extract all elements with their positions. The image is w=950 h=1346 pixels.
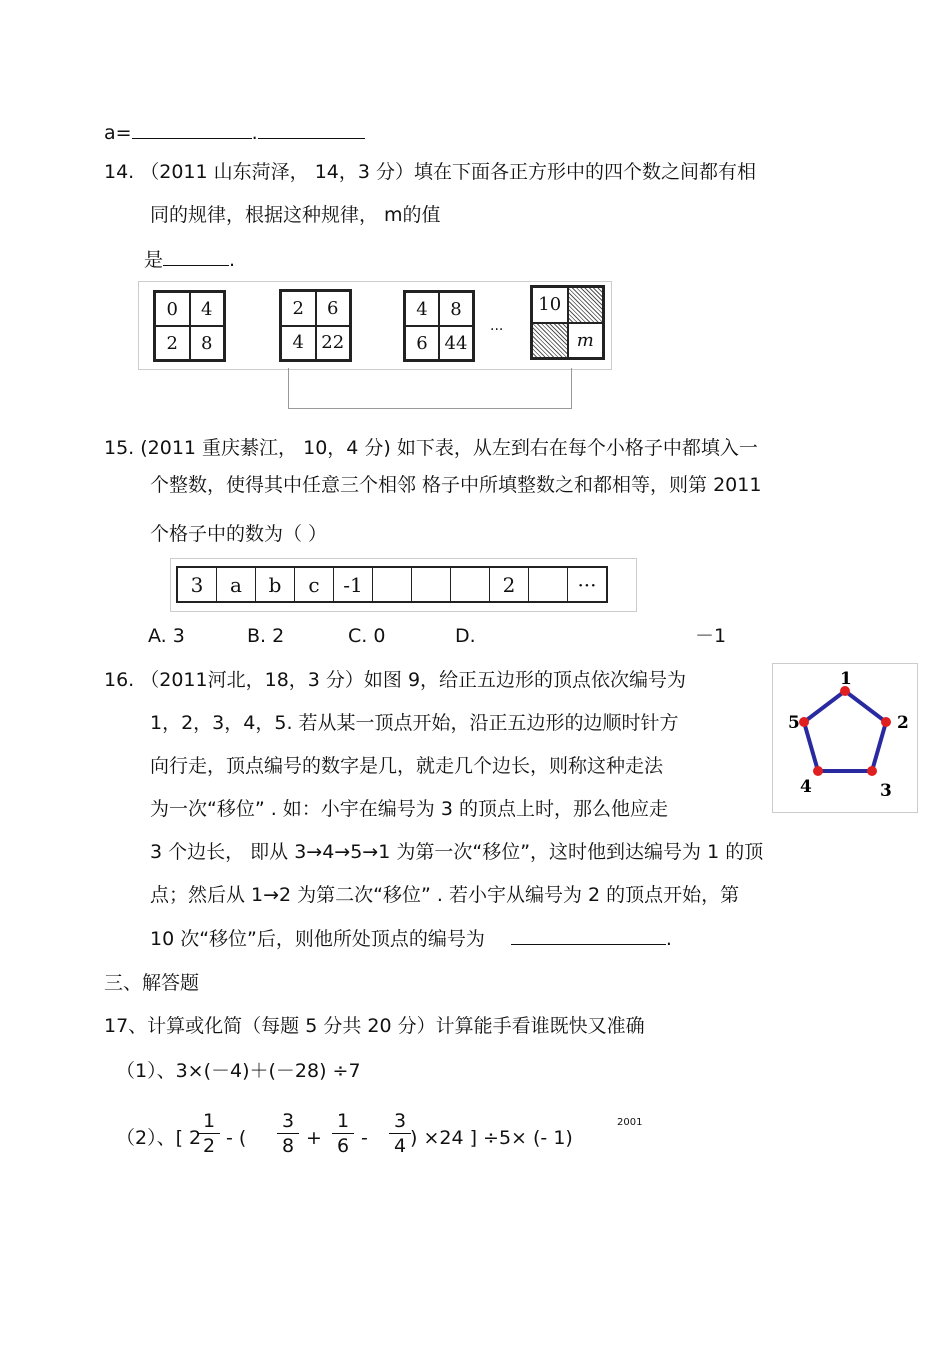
vertex-1-label: 1 [840,669,852,689]
q15-option-a: A. 3 [148,625,185,647]
section-title: 三、解答题 [104,972,200,994]
vertex-5-dot [799,717,809,727]
square-m-tr-hatched [568,287,604,323]
q15-option-d: D. [455,625,476,647]
pentagon-diagram [773,664,917,812]
blank-dot: . [251,122,258,144]
pentagon-figure-frame [772,663,918,813]
vertex-4-dot [813,766,823,776]
square2-br: 22 [316,326,351,361]
q15-number-strip [176,566,608,603]
number-square-1 [153,290,226,362]
frac3-bar [332,1133,354,1134]
q14-figure-bracket [288,368,572,409]
q16-line7-text: 10 次“移位”后，则他所处顶点的编号为 [150,928,485,950]
q15-line1: 15. (2011 重庆綦江， 10，4 分) 如下表，从左到右在每个小格子中都填入一 [104,437,758,459]
vertex-3-dot [867,766,877,776]
q14-line3 [144,247,235,272]
q14-line3-text: 是 [144,249,164,271]
q17-line1: 17、计算或化简（每题 5 分共 20 分）计算能手看谁既快又准确 [104,1015,645,1037]
frac3-num: 1 [336,1110,350,1132]
frac2-den: 8 [281,1135,295,1157]
q14-line3-end: . [229,249,236,271]
q16-line7 [150,926,672,951]
q14-answer-blank [163,247,229,266]
strip-cell-6 [373,568,412,601]
q15-line2: 个整数，使得其中任意三个相邻 格子中所填整数之和都相等，则第 2011 [150,474,762,496]
strip-cell-5: -1 [334,568,373,601]
pentagon-edges [804,691,886,771]
number-square-3 [403,290,475,362]
number-square-2 [279,289,352,362]
fraction-3-4 [389,1110,411,1157]
square2-tr: 6 [316,291,351,326]
q14-line1: 14. （2011 山东菏泽， 14，3 分）填在下面各正方形中的四个数之间都有相 [104,161,756,183]
squares-ellipsis: ··· [490,322,504,338]
frac1-den: 2 [202,1135,216,1157]
frac4-bar [389,1133,411,1134]
fraction-1-2 [198,1110,220,1157]
q15-line3: 个格子中的数为（ ） [150,523,328,545]
square3-bl: 6 [405,326,439,360]
q16-line3: 向行走，顶点编号的数字是几，就走几个边长，则称这种走法 [150,755,664,777]
fraction-1-6 [332,1110,354,1157]
vertex-5-label: 5 [788,713,800,733]
strip-cell-2: a [217,568,256,601]
square-m-bl-hatched [532,323,568,359]
p2-prefix: （2）、[ 2 [116,1127,202,1149]
strip-cell-ellipsis: ··· [577,572,597,597]
q16-line1: 16. （2011河北，18，3 分）如图 9，给正五边形的顶点依次编号为 [104,669,687,691]
strip-cell-9: 2 [490,568,529,601]
p2-tail: ) ×24 ] ÷5× (- 1) [410,1127,573,1149]
strip-cell-7 [412,568,451,601]
square2-bl: 4 [281,326,316,361]
strip-cell-8 [451,568,490,601]
p2-plus: + [306,1127,322,1149]
p2-minus: - [361,1127,368,1149]
frac4-num: 3 [393,1110,407,1132]
q16-line5: 3 个边长， 即从 3→4→5→1 为第一次“移位”，这时他到达编号为 1 的顶 [150,841,764,863]
frac4-den: 4 [393,1135,407,1157]
strip-cell-3: b [256,568,295,601]
q15-option-c: C. 0 [348,625,386,647]
square3-tr: 8 [439,292,473,326]
q14-line2: 同的规律，根据这种规律， m的值 [150,204,441,226]
strip-cell-10 [529,568,568,601]
square1-bl: 2 [155,326,190,360]
answer-line-a [104,120,365,145]
q16-line6: 点；然后从 1→2 为第二次“移位” . 若小宇从编号为 2 的顶点开始，第 [150,884,740,906]
answer-blank [132,120,252,139]
number-square-m [530,285,605,360]
vertex-4-label: 4 [800,777,812,797]
q17-part1: （1）、3×(－4)＋(－28) ÷7 [116,1060,361,1082]
frac2-bar [277,1133,299,1134]
answer-blank-tail [258,120,365,139]
vertex-3-label: 3 [880,781,892,801]
square1-tr: 4 [190,292,225,326]
frac1-bar [198,1133,220,1134]
q16-line2: 1，2，3，4，5. 若从某一顶点开始，沿正五边形的边顺时针方 [150,712,679,734]
frac1-num: 1 [202,1110,216,1132]
q16-line7-end: . [665,928,672,950]
a-prefix: a= [104,122,132,144]
q16-answer-blank [511,926,666,945]
square-m-br: m [568,323,604,359]
frac3-den: 6 [336,1135,350,1157]
strip-cell-4: c [295,568,334,601]
square2-tl: 2 [281,291,316,326]
vertex-2-dot [881,717,891,727]
strip-cell-1: 3 [178,568,217,601]
p2-exponent: 2001 [617,1117,643,1128]
p2-minus-paren: - ( [226,1127,247,1149]
square3-br: 44 [439,326,473,360]
fraction-3-8 [277,1110,299,1157]
q15-option-d-value: －1 [695,625,727,647]
vertex-2-label: 2 [897,713,909,733]
frac2-num: 3 [281,1110,295,1132]
square-m-tl: 10 [532,287,568,323]
q15-option-b: B. 2 [247,625,285,647]
square3-tl: 4 [405,292,439,326]
square1-tl: 0 [155,292,190,326]
q16-line4: 为一次“移位” . 如：小宇在编号为 3 的顶点上时，那么他应走 [150,798,668,820]
square1-br: 8 [190,326,225,360]
